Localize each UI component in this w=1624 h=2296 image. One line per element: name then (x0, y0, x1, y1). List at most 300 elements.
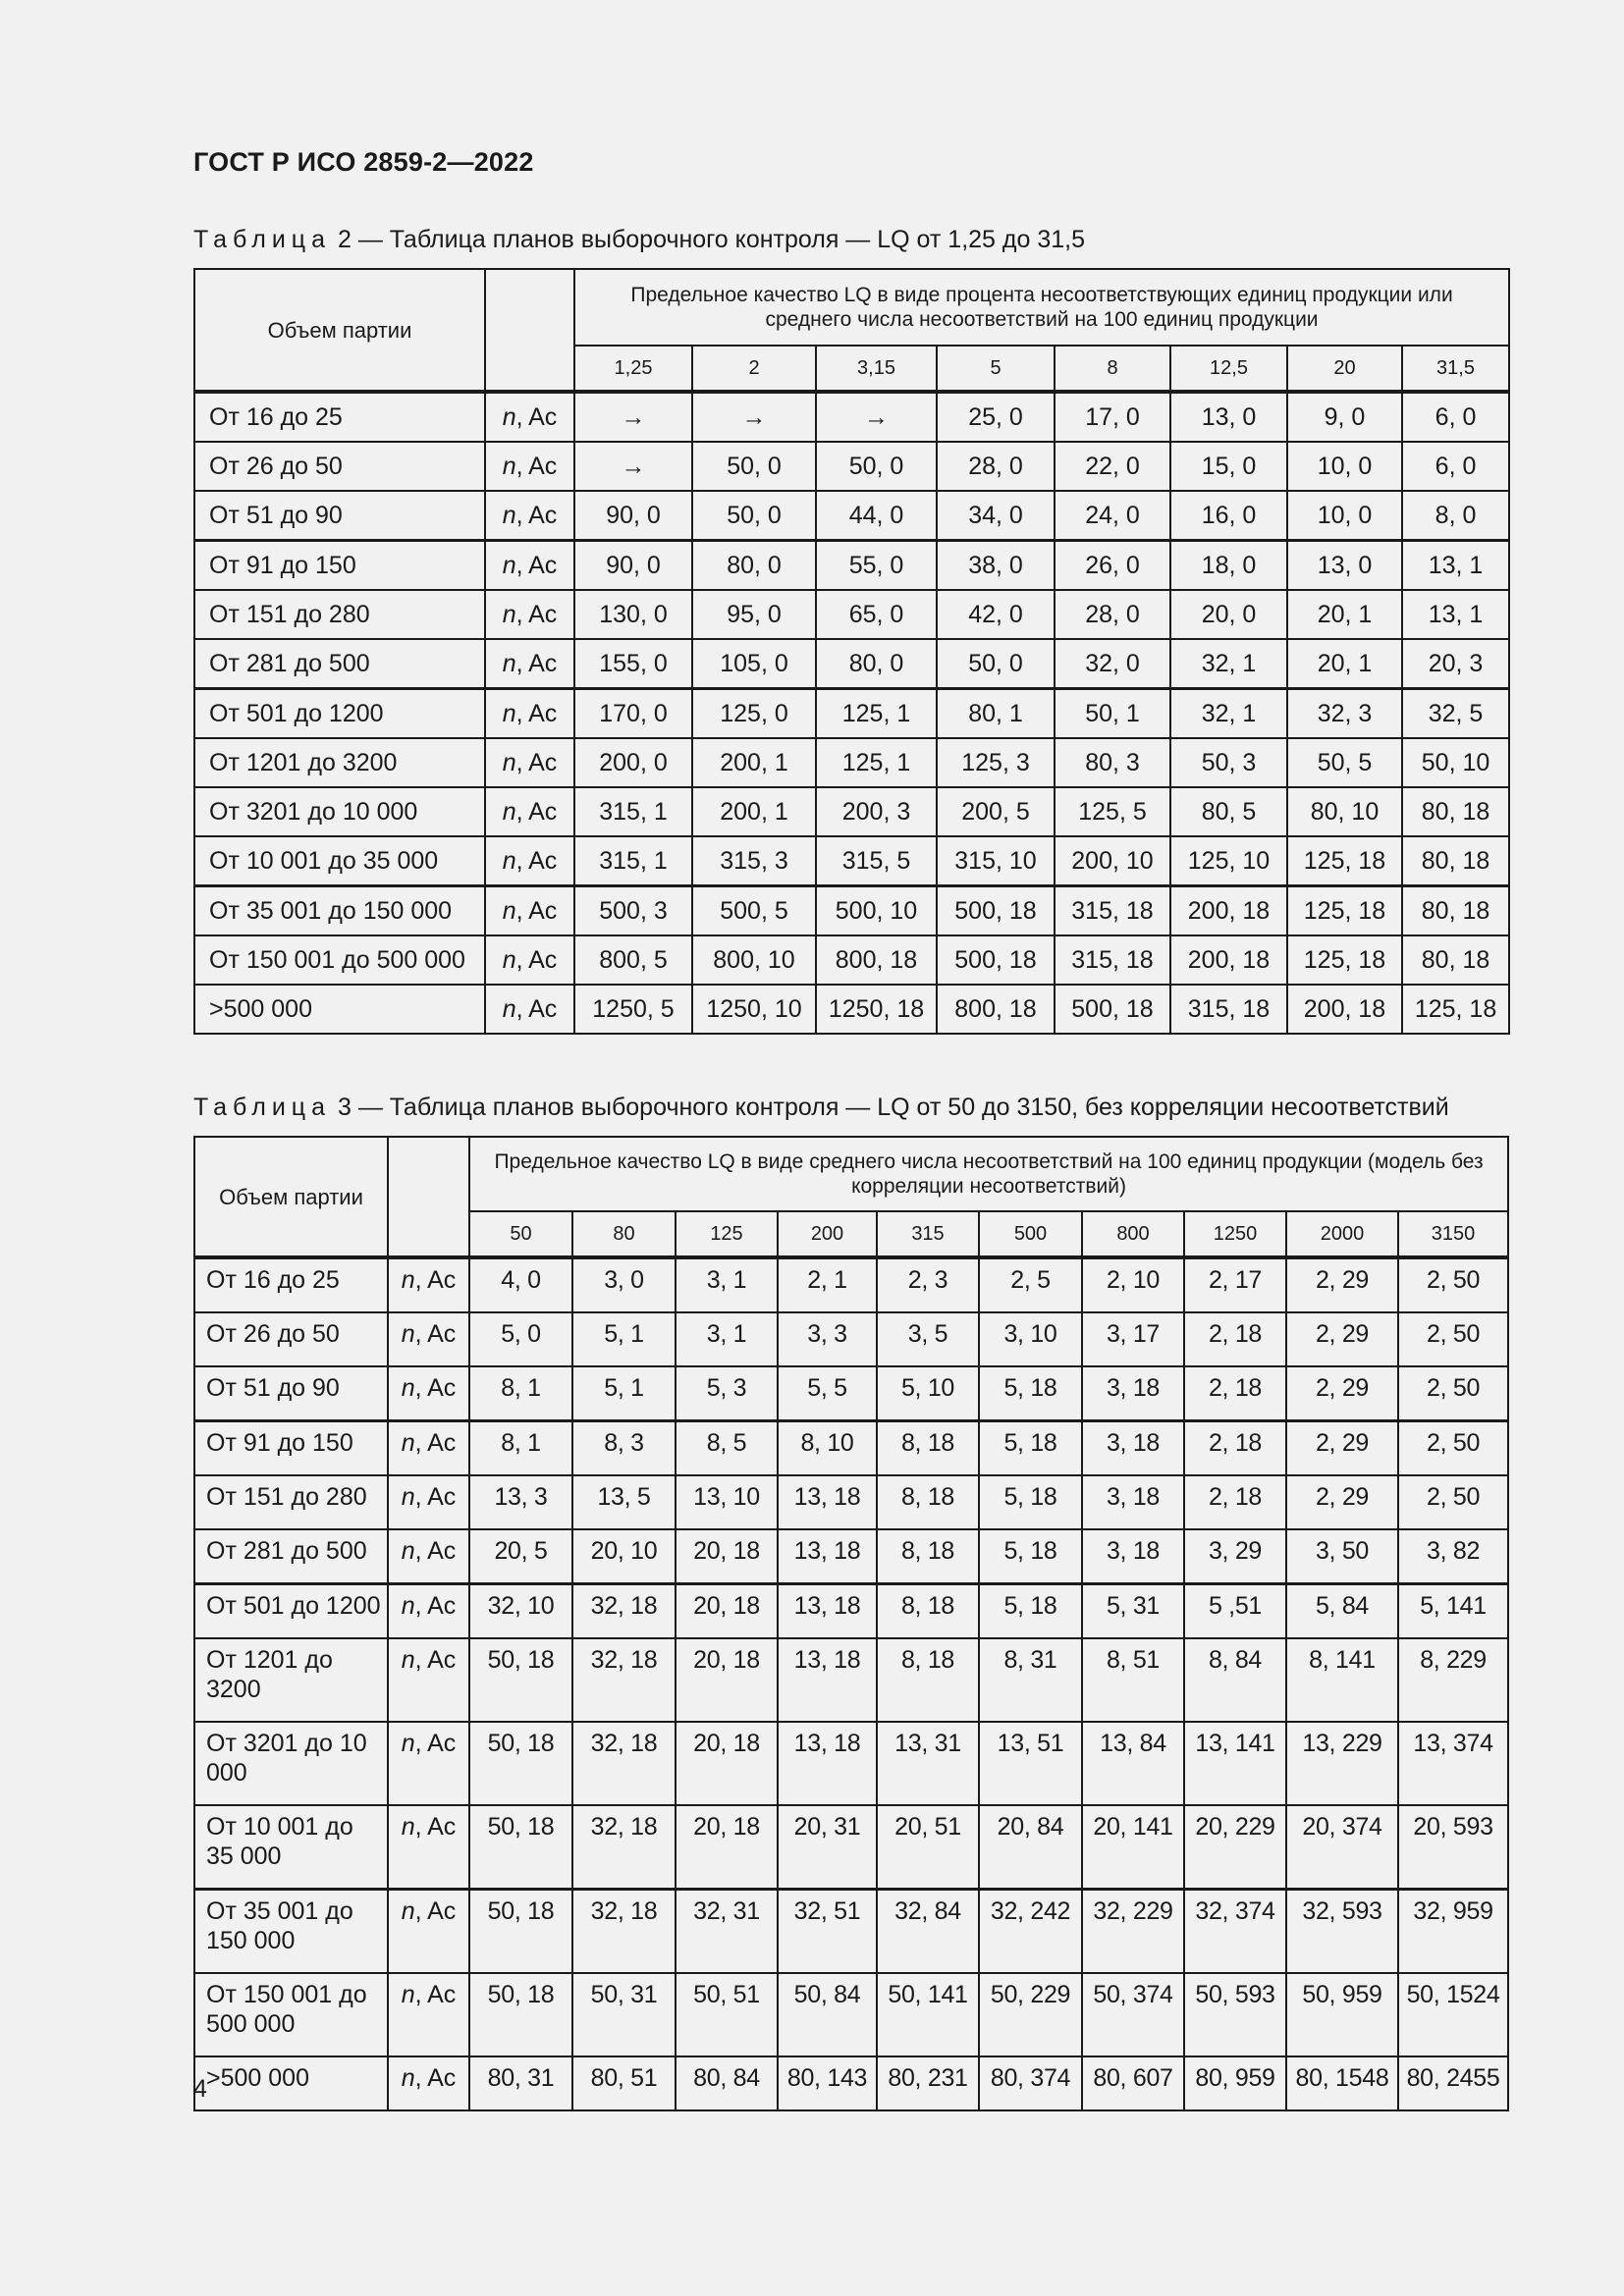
plan-type-cell (388, 1584, 469, 1639)
plan-value-cell: 50, 5 (1287, 738, 1402, 787)
plan-value-cell: 13, 0 (1287, 541, 1402, 591)
lq-group-header: Предельное качество LQ в виде среднего числа несоответствий на 100 единиц продукции (модель без корреляции несоответствий) (469, 1137, 1508, 1211)
plan-value-cell: 34, 0 (937, 491, 1055, 541)
acceptance-number-symbol: , Ac (414, 1592, 457, 1620)
acceptance-number-symbol: , Ac (515, 402, 558, 431)
plan-value-cell: 5, 84 (1286, 1584, 1398, 1639)
lq-column-header: 5 (937, 346, 1055, 392)
plan-type-cell (485, 689, 574, 739)
sample-size-symbol: n (502, 945, 516, 974)
plan-value-cell: 5, 1 (572, 1366, 676, 1421)
acceptance-number-symbol: , Ac (414, 1730, 457, 1757)
plan-value-cell: 32, 242 (979, 1890, 1082, 1974)
plan-type-cell (485, 886, 574, 936)
plan-value-cell: 8, 18 (877, 1529, 979, 1584)
plan-value-cell: 13, 1 (1402, 590, 1509, 639)
table3-caption-word: Таблица (193, 1094, 332, 1121)
plan-value-cell: 8, 141 (1286, 1638, 1398, 1722)
table-row (194, 491, 1509, 541)
acceptance-number-symbol: , Ac (515, 501, 558, 529)
plan-value-cell: 13, 18 (778, 1638, 877, 1722)
lot-size-cell: От 10 001 до 35 000 (194, 1805, 388, 1890)
plan-value-cell: 3, 5 (877, 1312, 979, 1366)
plan-type-cell (485, 541, 574, 591)
sample-size-symbol: n (502, 748, 516, 776)
plan-value-cell: 500, 18 (937, 886, 1055, 936)
plan-value-cell: 50, 959 (1286, 1973, 1398, 2056)
table-row (194, 1722, 1508, 1805)
lot-size-cell: От 1201 до 3200 (194, 738, 485, 787)
plan-value-cell: 500, 18 (937, 935, 1055, 985)
plan-value-cell: 20, 18 (676, 1584, 778, 1639)
lot-size-cell: От 51 до 90 (194, 1366, 388, 1421)
plan-value-cell: 28, 0 (937, 442, 1055, 491)
plan-type-cell (388, 2056, 469, 2110)
sample-size-symbol: n (502, 797, 516, 826)
sample-size-symbol: n (502, 452, 516, 480)
plan-value-cell: 32, 10 (469, 1584, 572, 1639)
lot-size-cell: От 26 до 50 (194, 442, 485, 491)
sample-size-symbol: n (401, 1981, 415, 2008)
plan-value-cell: 80, 18 (1402, 886, 1509, 936)
plan-value-cell: 16, 0 (1170, 491, 1287, 541)
plan-value-cell: 5, 18 (979, 1584, 1082, 1639)
plan-value-cell: 800, 10 (692, 935, 816, 985)
lq-column-header: 8 (1055, 346, 1170, 392)
plan-value-cell: 8, 31 (979, 1638, 1082, 1722)
plan-value-cell: 2, 3 (877, 1257, 979, 1312)
plan-value-cell: 13, 51 (979, 1722, 1082, 1805)
plan-value-cell: 2, 18 (1184, 1366, 1286, 1421)
table-row (194, 392, 1509, 442)
plan-value-cell: 5, 18 (979, 1366, 1082, 1421)
plan-value-cell: 315, 18 (1055, 935, 1170, 985)
table-row (194, 442, 1509, 491)
plan-value-cell: 800, 5 (574, 935, 692, 985)
plan-value-cell: 65, 0 (816, 590, 937, 639)
sample-size-symbol: n (502, 994, 516, 1023)
plan-type-cell (485, 738, 574, 787)
plan-value-cell: 3, 1 (676, 1257, 778, 1312)
plan-value-cell: 5 ,51 (1184, 1584, 1286, 1639)
table2-caption-text: 2 — Таблица планов выборочного контроля — LQ от 1,25 до 31,5 (337, 226, 1085, 253)
plan-value-cell: 50, 0 (692, 442, 816, 491)
plan-value-cell: 80, 18 (1402, 935, 1509, 985)
acceptance-number-symbol: , Ac (515, 699, 558, 727)
plan-value-cell: 125, 5 (1055, 787, 1170, 836)
plan-value-cell: 50, 593 (1184, 1973, 1286, 2056)
plan-value-cell: 32, 593 (1286, 1890, 1398, 1974)
plan-value-cell: 9, 0 (1287, 392, 1402, 442)
plan-value-cell: 2, 29 (1286, 1475, 1398, 1529)
lot-size-cell: От 3201 до 10 000 (194, 1722, 388, 1805)
plan-value-cell: 2, 10 (1082, 1257, 1184, 1312)
plan-value-cell: 2, 29 (1286, 1366, 1398, 1421)
table-row (194, 689, 1509, 739)
table-row (194, 1584, 1508, 1639)
sample-size-symbol: n (401, 1897, 415, 1925)
plan-type-cell (388, 1638, 469, 1722)
lq-column-header: 80 (572, 1211, 676, 1257)
plan-value-cell: 15, 0 (1170, 442, 1287, 491)
plan-value-cell: 80, 3 (1055, 738, 1170, 787)
lot-size-header: Объем партии (194, 269, 485, 392)
plan-value-cell: 80, 18 (1402, 836, 1509, 886)
table-row (194, 1421, 1508, 1476)
plan-value-cell: 2, 29 (1286, 1257, 1398, 1312)
sample-size-symbol: n (401, 2064, 415, 2092)
table-row (194, 639, 1509, 689)
plan-value-cell: 3, 18 (1082, 1366, 1184, 1421)
plan-value-cell: 17, 0 (1055, 392, 1170, 442)
plan-value-cell: 50, 0 (937, 639, 1055, 689)
plan-value-cell: 200, 18 (1170, 886, 1287, 936)
sample-size-symbol: n (401, 1646, 415, 1674)
plan-value-cell: 500, 18 (1055, 985, 1170, 1034)
lq-column-header: 800 (1082, 1211, 1184, 1257)
plan-value-cell: 200, 1 (692, 787, 816, 836)
lot-size-cell: >500 000 (194, 985, 485, 1034)
plan-value-cell: 155, 0 (574, 639, 692, 689)
plan-value-cell: 8, 229 (1398, 1638, 1508, 1722)
plan-value-cell: 50, 1524 (1398, 1973, 1508, 2056)
table-row (194, 1366, 1508, 1421)
lq-column-header: 200 (778, 1211, 877, 1257)
plan-value-cell: 20, 141 (1082, 1805, 1184, 1890)
plan-value-cell: 200, 18 (1287, 985, 1402, 1034)
plan-value-cell: 13, 1 (1402, 541, 1509, 591)
plan-value-cell: → (574, 392, 692, 442)
plan-value-cell: 24, 0 (1055, 491, 1170, 541)
plan-value-cell: 20, 84 (979, 1805, 1082, 1890)
plan-value-cell: 5, 10 (877, 1366, 979, 1421)
plan-value-cell: 125, 10 (1170, 836, 1287, 886)
plan-value-cell: 2, 50 (1398, 1421, 1508, 1476)
acceptance-number-symbol: , Ac (414, 1537, 457, 1565)
plan-value-cell: 32, 229 (1082, 1890, 1184, 1974)
plan-value-cell: 3, 29 (1184, 1529, 1286, 1584)
plan-value-cell: 13, 229 (1286, 1722, 1398, 1805)
plan-value-cell: 800, 18 (816, 935, 937, 985)
plan-value-cell: 80, 1 (937, 689, 1055, 739)
plan-value-cell: 50, 18 (469, 1638, 572, 1722)
plan-value-cell: 80, 84 (676, 2056, 778, 2110)
plan-value-cell: 80, 18 (1402, 787, 1509, 836)
plan-value-cell: → (816, 392, 937, 442)
plan-value-cell: 50, 0 (692, 491, 816, 541)
acceptance-number-symbol: , Ac (515, 945, 558, 974)
lq-column-header: 1250 (1184, 1211, 1286, 1257)
plan-type-cell (485, 787, 574, 836)
plan-type-cell (485, 590, 574, 639)
plan-value-cell: 125, 18 (1287, 935, 1402, 985)
lot-size-cell: От 3201 до 10 000 (194, 787, 485, 836)
acceptance-number-symbol: , Ac (515, 994, 558, 1023)
plan-value-cell: 8, 3 (572, 1421, 676, 1476)
plan-value-cell: 50, 18 (469, 1890, 572, 1974)
sample-size-symbol: n (502, 551, 516, 579)
plan-value-cell: 4, 0 (469, 1257, 572, 1312)
plan-value-cell: 80, 0 (692, 541, 816, 591)
plan-value-cell: 32, 959 (1398, 1890, 1508, 1974)
plan-type-cell (485, 442, 574, 491)
sampling-plan-table-2 (193, 268, 1510, 1035)
lot-size-cell: От 150 001 до 500 000 (194, 1973, 388, 2056)
plan-value-cell: 13, 0 (1170, 392, 1287, 442)
plan-value-cell: 20, 0 (1170, 590, 1287, 639)
sample-size-symbol: n (401, 1592, 415, 1620)
sample-size-symbol: n (502, 600, 516, 628)
lot-size-header: Объем партии (194, 1137, 388, 1257)
plan-value-cell: 8, 51 (1082, 1638, 1184, 1722)
plan-value-cell: 32, 18 (572, 1638, 676, 1722)
plan-value-cell: 42, 0 (937, 590, 1055, 639)
plan-value-cell: 26, 0 (1055, 541, 1170, 591)
plan-value-cell: 20, 18 (676, 1529, 778, 1584)
table-row (194, 541, 1509, 591)
plan-value-cell: 8, 84 (1184, 1638, 1286, 1722)
plan-value-cell: 8, 10 (778, 1421, 877, 1476)
plan-value-cell: → (692, 392, 816, 442)
table-row (194, 738, 1509, 787)
table-row (194, 1805, 1508, 1890)
page-number: 4 (193, 2075, 207, 2103)
table3-caption-text: 3 — Таблица планов выборочного контроля — LQ от 50 до 3150, без корреляции несоответствий (337, 1094, 1449, 1121)
plan-value-cell: 1250, 10 (692, 985, 816, 1034)
plan-value-cell: 2, 17 (1184, 1257, 1286, 1312)
plan-value-cell: 3, 18 (1082, 1529, 1184, 1584)
plan-value-cell: 50, 1 (1055, 689, 1170, 739)
plan-value-cell: 32, 84 (877, 1890, 979, 1974)
plan-value-cell: 5, 18 (979, 1421, 1082, 1476)
acceptance-number-symbol: , Ac (515, 846, 558, 875)
plan-value-cell: 2, 50 (1398, 1312, 1508, 1366)
plan-value-cell: 200, 0 (574, 738, 692, 787)
plan-value-cell: 3, 18 (1082, 1475, 1184, 1529)
acceptance-number-symbol: , Ac (515, 896, 558, 925)
acceptance-number-symbol: , Ac (515, 452, 558, 480)
plan-type-cell (485, 392, 574, 442)
plan-value-cell: 315, 10 (937, 836, 1055, 886)
lot-size-cell: От 26 до 50 (194, 1312, 388, 1366)
plan-value-cell: 50, 31 (572, 1973, 676, 2056)
plan-value-cell: 125, 18 (1287, 836, 1402, 886)
plan-value-cell: 8, 0 (1402, 491, 1509, 541)
lq-column-header: 3,15 (816, 346, 937, 392)
acceptance-number-symbol: , Ac (515, 748, 558, 776)
plan-value-cell: 3, 10 (979, 1312, 1082, 1366)
plan-value-cell: 200, 10 (1055, 836, 1170, 886)
acceptance-number-symbol: , Ac (515, 551, 558, 579)
plan-value-cell: 13, 31 (877, 1722, 979, 1805)
plan-value-cell: 3, 50 (1286, 1529, 1398, 1584)
lot-size-cell: От 151 до 280 (194, 1475, 388, 1529)
acceptance-number-symbol: , Ac (414, 1266, 457, 1294)
acceptance-number-symbol: , Ac (515, 600, 558, 628)
plan-value-cell: 500, 3 (574, 886, 692, 936)
plan-value-cell: 13, 5 (572, 1475, 676, 1529)
plan-value-cell: 6, 0 (1402, 442, 1509, 491)
plan-value-cell: 38, 0 (937, 541, 1055, 591)
plan-value-cell: 13, 10 (676, 1475, 778, 1529)
plan-value-cell: 125, 1 (816, 689, 937, 739)
plan-value-cell: 3, 1 (676, 1312, 778, 1366)
plan-type-cell (485, 491, 574, 541)
table-row (194, 836, 1509, 886)
table-row (194, 1312, 1508, 1366)
acceptance-number-symbol: , Ac (414, 1320, 457, 1348)
table-row (194, 1475, 1508, 1529)
plan-value-cell: 50, 84 (778, 1973, 877, 2056)
table-row (194, 2056, 1508, 2110)
plan-value-cell: 32, 374 (1184, 1890, 1286, 1974)
plan-type-cell (485, 639, 574, 689)
plan-value-cell: 20, 18 (676, 1805, 778, 1890)
plan-value-cell: 50, 10 (1402, 738, 1509, 787)
plan-value-cell: 50, 51 (676, 1973, 778, 2056)
plan-value-cell: 10, 0 (1287, 442, 1402, 491)
plan-value-cell: 90, 0 (574, 491, 692, 541)
plan-value-cell: 5, 31 (1082, 1584, 1184, 1639)
plan-type-cell (388, 1312, 469, 1366)
plan-value-cell: 8, 1 (469, 1421, 572, 1476)
plan-value-cell: 20, 31 (778, 1805, 877, 1890)
sample-size-symbol: n (401, 1813, 415, 1841)
plan-value-cell: 80, 51 (572, 2056, 676, 2110)
plan-value-cell: 13, 84 (1082, 1722, 1184, 1805)
plan-type-cell (388, 1973, 469, 2056)
plan-value-cell: 5, 141 (1398, 1584, 1508, 1639)
plan-value-cell: 50, 229 (979, 1973, 1082, 2056)
plan-value-cell: 20, 593 (1398, 1805, 1508, 1890)
plan-value-cell: 5, 3 (676, 1366, 778, 1421)
lq-column-header: 20 (1287, 346, 1402, 392)
plan-value-cell: 13, 18 (778, 1584, 877, 1639)
plan-value-cell: 32, 18 (572, 1890, 676, 1974)
sample-size-symbol: n (502, 699, 516, 727)
plan-value-cell: 125, 1 (816, 738, 937, 787)
table-row (194, 886, 1509, 936)
plan-value-cell: 315, 1 (574, 787, 692, 836)
plan-value-cell: 18, 0 (1170, 541, 1287, 591)
plan-value-cell: 3, 82 (1398, 1529, 1508, 1584)
plan-value-cell: 3, 18 (1082, 1421, 1184, 1476)
table-row (194, 787, 1509, 836)
plan-value-cell: 50, 374 (1082, 1973, 1184, 2056)
sample-size-symbol: n (502, 896, 516, 925)
plan-value-cell: 32, 18 (572, 1584, 676, 1639)
plan-value-cell: 170, 0 (574, 689, 692, 739)
plan-value-cell: 32, 0 (1055, 639, 1170, 689)
plan-value-cell: 315, 18 (1055, 886, 1170, 936)
plan-value-cell: 5, 1 (572, 1312, 676, 1366)
sample-size-symbol: n (401, 1266, 415, 1294)
acceptance-number-symbol: , Ac (515, 797, 558, 826)
lq-column-header: 2 (692, 346, 816, 392)
plan-value-cell: 8, 18 (877, 1584, 979, 1639)
acceptance-number-symbol: , Ac (414, 1429, 457, 1457)
plan-value-cell: 8, 1 (469, 1366, 572, 1421)
table-row (194, 1973, 1508, 2056)
lot-size-cell: От 281 до 500 (194, 639, 485, 689)
document-header: ГОСТ Р ИСО 2859-2—2022 (193, 147, 534, 177)
acceptance-number-symbol: , Ac (414, 1981, 457, 2008)
plan-value-cell: 13, 374 (1398, 1722, 1508, 1805)
lot-size-cell: От 16 до 25 (194, 392, 485, 442)
sample-size-symbol: n (401, 1320, 415, 1348)
plan-value-cell: 50, 18 (469, 1805, 572, 1890)
plan-value-cell: 20, 5 (469, 1529, 572, 1584)
plan-value-cell: 80, 374 (979, 2056, 1082, 2110)
lq-column-header: 125 (676, 1211, 778, 1257)
plan-value-cell: 125, 3 (937, 738, 1055, 787)
plan-value-cell: 3, 3 (778, 1312, 877, 1366)
plan-value-cell: 125, 0 (692, 689, 816, 739)
lq-column-header: 2000 (1286, 1211, 1398, 1257)
acceptance-number-symbol: , Ac (414, 1483, 457, 1511)
lot-size-cell: От 1201 до 3200 (194, 1638, 388, 1722)
plan-value-cell: 2, 50 (1398, 1257, 1508, 1312)
lot-size-cell: >500 000 (194, 2056, 388, 2110)
plan-value-cell: 20, 229 (1184, 1805, 1286, 1890)
plan-value-cell: 50, 18 (469, 1973, 572, 2056)
table-row (194, 935, 1509, 985)
plan-value-cell: 1250, 5 (574, 985, 692, 1034)
plan-value-cell: 13, 18 (778, 1529, 877, 1584)
plan-value-cell: 80, 31 (469, 2056, 572, 2110)
plan-value-cell: 125, 18 (1287, 886, 1402, 936)
plan-value-cell: 2, 18 (1184, 1475, 1286, 1529)
plan-value-cell: 20, 18 (676, 1722, 778, 1805)
plan-value-cell: 80, 1548 (1286, 2056, 1398, 2110)
table2-caption-word: Таблица (193, 226, 332, 253)
sample-size-symbol: n (502, 846, 516, 875)
table-row (194, 1257, 1508, 1312)
plan-value-cell: 130, 0 (574, 590, 692, 639)
lot-size-cell: От 501 до 1200 (194, 1584, 388, 1639)
lot-size-cell: От 151 до 280 (194, 590, 485, 639)
plan-value-cell: 44, 0 (816, 491, 937, 541)
plan-value-cell: 5, 18 (979, 1529, 1082, 1584)
plan-value-cell: 200, 18 (1170, 935, 1287, 985)
plan-value-cell: 90, 0 (574, 541, 692, 591)
lq-column-header: 500 (979, 1211, 1082, 1257)
acceptance-number-symbol: , Ac (515, 649, 558, 677)
plan-value-cell: 32, 51 (778, 1890, 877, 1974)
plan-type-cell (485, 985, 574, 1034)
lot-size-cell: От 16 до 25 (194, 1257, 388, 1312)
plan-value-cell: 80, 231 (877, 2056, 979, 2110)
plan-value-cell: 5, 0 (469, 1312, 572, 1366)
lq-column-header: 12,5 (1170, 346, 1287, 392)
plan-type-cell (388, 1257, 469, 1312)
plan-value-cell: 800, 18 (937, 985, 1055, 1034)
plan-value-cell: 13, 3 (469, 1475, 572, 1529)
acceptance-number-symbol: , Ac (414, 1813, 457, 1841)
lq-column-header: 1,25 (574, 346, 692, 392)
plan-type-header (388, 1137, 469, 1257)
lot-size-cell: От 91 до 150 (194, 541, 485, 591)
plan-value-cell: 5, 5 (778, 1366, 877, 1421)
lq-column-header: 31,5 (1402, 346, 1509, 392)
plan-value-cell: 20, 3 (1402, 639, 1509, 689)
plan-value-cell: 20, 1 (1287, 639, 1402, 689)
plan-type-cell (388, 1722, 469, 1805)
sample-size-symbol: n (401, 1483, 415, 1511)
table-row (194, 1890, 1508, 1974)
plan-value-cell: 200, 3 (816, 787, 937, 836)
plan-value-cell: 5, 18 (979, 1475, 1082, 1529)
